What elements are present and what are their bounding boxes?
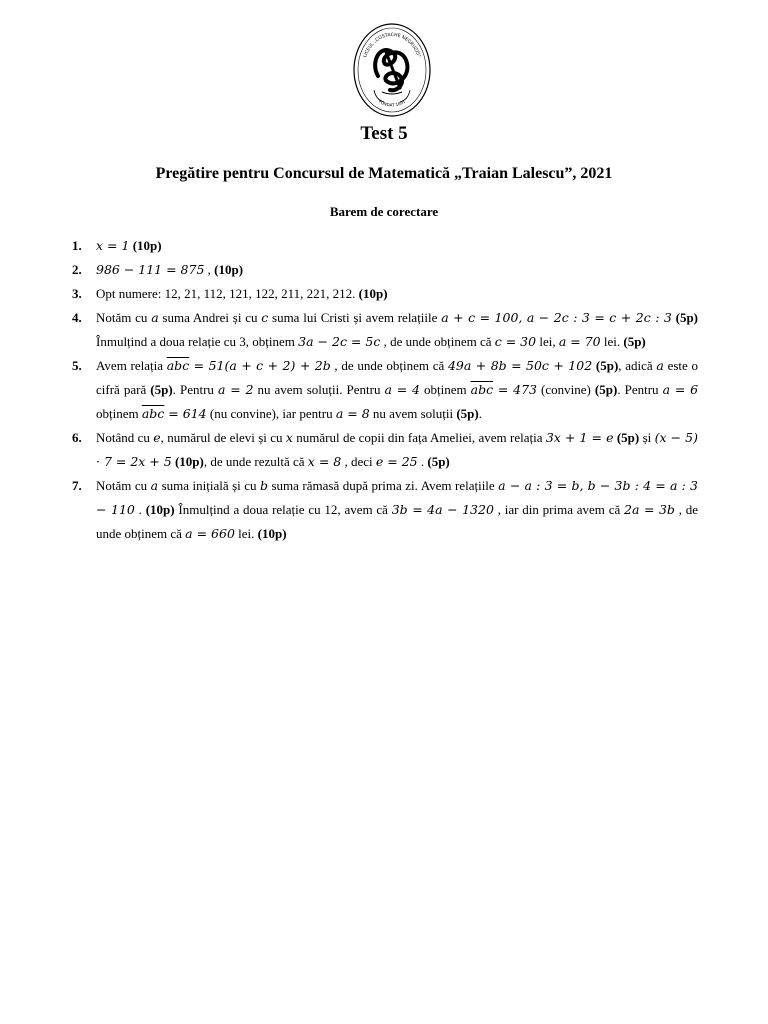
math-expression: x = 1 [96, 238, 130, 253]
math-expression: a + c = 100, a − 2c : 3 = c + 2c : 3 [441, 310, 672, 325]
answer-item-1 [72, 234, 698, 258]
text-run: . Pentru [172, 382, 218, 397]
text-run: Avem relația [96, 358, 167, 373]
math-expression: 2a = 3b [624, 502, 675, 517]
score-points: (5p) [456, 406, 479, 421]
text-run: . [417, 454, 428, 469]
school-seal-logo [352, 22, 432, 118]
text-run: lei. [234, 526, 258, 541]
text-run: și [639, 430, 655, 445]
text-run: . [478, 406, 482, 421]
math-expression: x = 8 [307, 454, 342, 469]
text-run: lei. [600, 334, 624, 349]
math-expression: 986 − 111 = 875 [96, 262, 205, 277]
math-expression: 3a − 2c = 5c [298, 334, 381, 349]
score-points: (10p) [257, 526, 287, 541]
text-run: Înmulțind a doua relație cu 12, avem că [174, 502, 392, 517]
math-expression: a = 2 [217, 382, 254, 397]
math-expression: b [260, 478, 269, 493]
item-text [96, 358, 698, 421]
math-expression: = 473 [493, 382, 537, 397]
math-expression: x [285, 430, 293, 445]
text-run: , adică [618, 358, 657, 373]
math-expression: a [656, 358, 664, 373]
text-run: , deci [341, 454, 376, 469]
text-run: , de unde obținem că [330, 358, 448, 373]
answer-item-7 [72, 474, 698, 546]
math-expression: a [151, 310, 159, 325]
answer-item-5 [72, 354, 698, 426]
math-expression: 3b = 4a − 1320 [391, 502, 494, 517]
text-run: Notăm cu [96, 478, 151, 493]
math-expression: e = 25 [375, 454, 418, 469]
answer-item-3 [72, 282, 698, 306]
page-title: Test 5 [360, 123, 408, 144]
math-expression: = 614 [164, 406, 207, 421]
math-expression: c = 30 [494, 334, 537, 349]
text-run: nu avem soluții. Pentru [253, 382, 385, 397]
math-expression: 3x + 1 = e [545, 430, 614, 445]
section-heading: Barem de corectare [329, 204, 439, 219]
item-text [96, 430, 698, 469]
item-text [96, 478, 698, 541]
item-number: 2. [72, 262, 82, 277]
math-expression: (x − 5) · 7 = 2x + 5 [96, 430, 698, 469]
score-points: (5p) [594, 382, 618, 397]
text-run: , [204, 262, 215, 277]
score-points: (5p) [595, 358, 619, 373]
item-number: 3. [72, 286, 82, 301]
math-expression: a = 8 [335, 406, 370, 421]
math-expression: e [153, 430, 161, 445]
item-text [96, 262, 243, 277]
math-expression: $\overline{abc}$ [470, 382, 494, 397]
score-points: (5p) [427, 454, 450, 469]
text-run: , iar din prima avem că [493, 502, 625, 517]
math-expression: c [261, 310, 269, 325]
text-run: obținem [419, 382, 471, 397]
text-run: (nu convine), iar pentru [206, 406, 336, 421]
score-points: (5p) [623, 334, 646, 349]
school-seal-icon [352, 22, 432, 118]
math-expression: a = 4 [384, 382, 420, 397]
math-expression: $\overline{abc}$ [141, 406, 165, 421]
score-points: (5p) [150, 382, 173, 397]
text-run: Înmulțind a doua relație cu 3, obținem [96, 334, 299, 349]
item-number: 5. [72, 358, 82, 373]
item-text [96, 310, 698, 349]
text-run: suma lui Cristi și avem relațiile [268, 310, 442, 325]
answer-item-4 [72, 306, 698, 354]
item-number: 4. [72, 310, 82, 325]
score-points: (10p) [145, 502, 175, 517]
answer-item-6 [72, 426, 698, 474]
text-run: . [134, 502, 146, 517]
text-run: , de unde obținem că [380, 334, 495, 349]
text-run: este o cifră pară [96, 358, 699, 397]
text-run: Opt numere: 12, 21, 112, 121, 122, 211, 221, 212. [96, 286, 359, 301]
score-points: (10p) [358, 286, 388, 301]
math-expression: 49a + 8b = 50c + 102 [447, 358, 593, 373]
answer-list [72, 234, 698, 546]
text-run: , de unde obținem că [96, 502, 699, 541]
text-run: obținem [96, 406, 142, 421]
text-run: numărul de copii din fața Ameliei, avem relația [292, 430, 546, 445]
item-number: 1. [72, 238, 82, 253]
text-run: , numărul de elevi și cu [160, 430, 286, 445]
text-run: lei, [536, 334, 559, 349]
score-points: (10p) [132, 238, 162, 253]
text-run: . Pentru [617, 382, 663, 397]
item-number: 7. [72, 478, 82, 493]
score-points: (10p) [214, 262, 244, 277]
svg-text:LICEUL „COSTACHE NEGRUZZI”: LICEUL „COSTACHE NEGRUZZI” [363, 32, 421, 59]
math-expression: a − a : 3 = b, b − 3b : 4 = a : 3 − 110 [96, 478, 698, 517]
text-run: Notând cu [96, 430, 154, 445]
item-text [96, 286, 388, 301]
text-run: suma rămasă după prima zi. Avem relațiile [268, 478, 499, 493]
math-expression: = 51(a + c + 2) + 2b [189, 358, 331, 373]
text-run: suma Andrei și cu [158, 310, 262, 325]
item-text [96, 238, 162, 253]
page-subtitle: Pregătire pentru Concursul de Matematică „Traian Lalescu”, 2021 [155, 165, 613, 182]
math-expression: a = 660 [185, 526, 235, 541]
math-expression: a = 70 [558, 334, 601, 349]
math-expression: a = 6 [662, 382, 699, 397]
score-points: (5p) [675, 310, 698, 325]
text-run: Notăm cu [96, 310, 152, 325]
answer-item-2 [72, 258, 698, 282]
score-points: (5p) [616, 430, 640, 445]
score-points: (10p) [174, 454, 204, 469]
math-expression: $\overline{abc}$ [166, 358, 190, 373]
item-number: 6. [72, 430, 82, 445]
text-run: , de unde rezultă că [203, 454, 308, 469]
math-expression: a [150, 478, 159, 493]
text-run: (convine) [537, 382, 595, 397]
text-run: nu avem soluții [369, 406, 457, 421]
svg-text:FONDAT 1891: FONDAT 1891 [377, 98, 407, 108]
text-run: suma inițială și cu [158, 478, 260, 493]
